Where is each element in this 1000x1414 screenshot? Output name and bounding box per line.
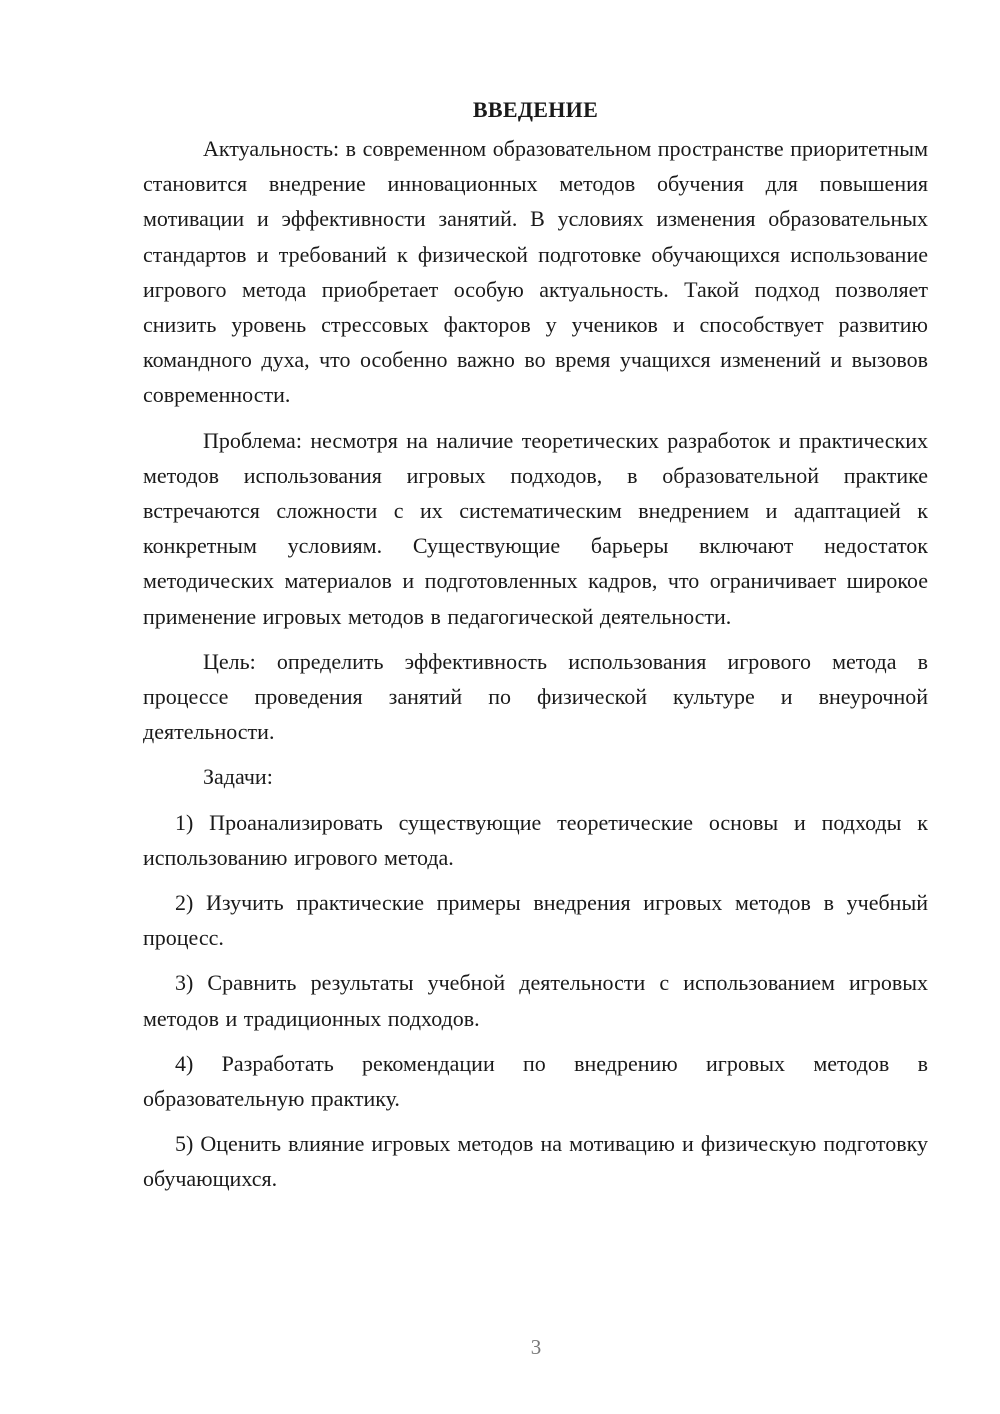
task-item: 1) Проанализировать существующие теоретические основы и подходы к использованию игрового метода.	[143, 809, 928, 870]
task-item: 2) Изучить практические примеры внедрения игровых методов в учебный процесс.	[143, 890, 928, 951]
goal-paragraph: Цель: определить эффективность использования игрового метода в процессе проведения занятий по физической культуре и внеурочной деятельности.	[143, 648, 928, 745]
tasks-list	[143, 805, 928, 1197]
task-item: 5) Оценить влияние игровых методов на мотивацию и физическую подготовку обучающихся.	[143, 1131, 928, 1192]
page-number: 3	[530, 1335, 542, 1359]
task-item: 4) Разработать рекомендации по внедрению игровых методов в образовательную практику.	[143, 1050, 928, 1112]
tasks-label: Задачи:	[203, 764, 273, 790]
relevance-paragraph: Актуальность: в современном образовательном пространстве приоритетным становится внедрение инновационных методов обучения для повышения мотивации и эффективности занятий. В условиях изменения образовательных стандартов и требований к физической подготовке обучающихся использование игрового метода приобретает особую актуальность. Такой подход позволяет снизить уровень стрессовых факторов у учеников и способствует развитию командного духа, что особенно важно во время учащихся изменений и вызовов современности.	[143, 136, 928, 408]
document-page	[143, 92, 928, 1207]
problem-paragraph: Проблема: несмотря на наличие теоретических разработок и практических методов использования игровых подходов, в образовательной практике встречаются сложности с их систематическим внедрением и адаптацией к конкретным условиям. Существующие барьеры включают недостаток методических материалов и подготовленных кадров, что ограничивает широкое применение игровых методов в педагогической деятельности.	[143, 427, 928, 629]
page-heading: ВВЕДЕНИЕ	[472, 97, 599, 122]
task-item: 3) Сравнить результаты учебной деятельности с использованием игровых методов и традиционных подходов.	[143, 970, 928, 1031]
